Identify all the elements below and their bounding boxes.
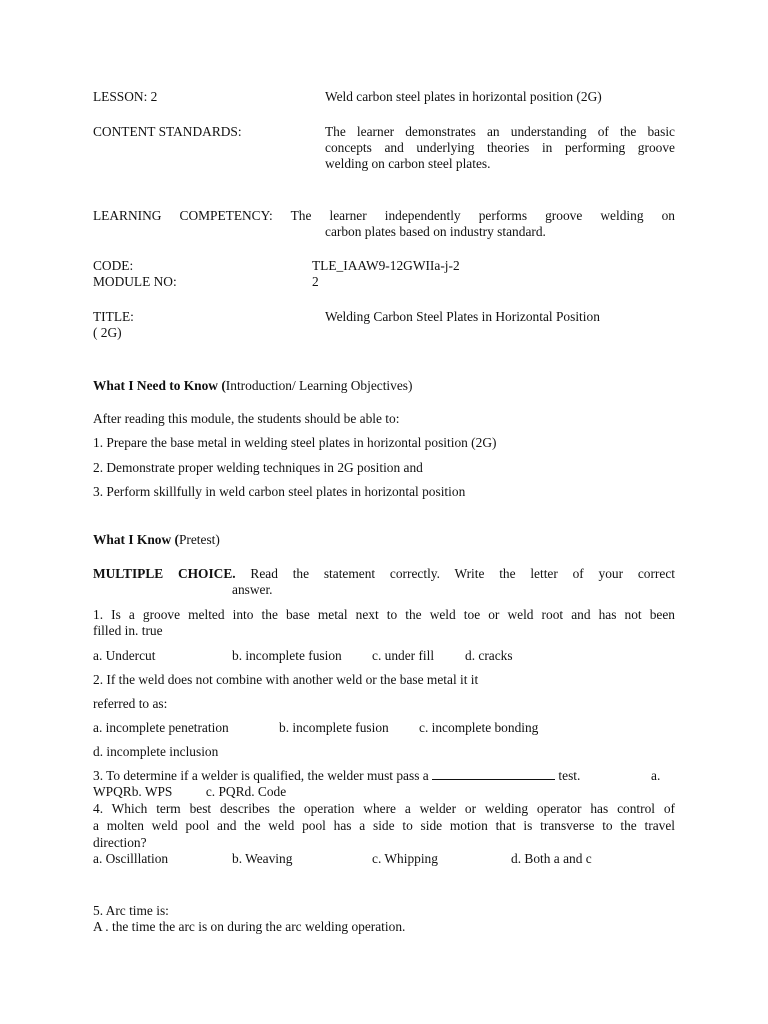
question-1-option-c: c. under fill xyxy=(372,648,435,663)
content-standards-label: CONTENT STANDARDS: xyxy=(93,124,242,139)
question-1-option-d: d. cracks xyxy=(465,648,513,663)
question-2-line-2: referred to as: xyxy=(93,696,168,711)
what-i-know-heading-rest: Pretest) xyxy=(178,532,220,547)
code-value: TLE_IAAW9-12GWIIa-j-2 xyxy=(312,258,460,273)
question-3-option-a: a. xyxy=(651,768,661,783)
content-standards-line-1: The learner demonstrates an understanding of the basic xyxy=(325,124,675,139)
title-continuation: ( 2G) xyxy=(93,325,122,340)
question-2-option-b: b. incomplete fusion xyxy=(279,720,389,735)
content-standards-line-3: welding on carbon steel plates. xyxy=(325,156,491,171)
objective-item: 3. Perform skillfully in weld carbon steel plates in horizontal position xyxy=(93,484,466,499)
learning-competency-line-1: LEARNING COMPETENCY: The learner independently performs groove welding on xyxy=(93,208,675,223)
question-2-option-a: a. incomplete penetration xyxy=(93,720,229,735)
question-1-option-b: b. incomplete fusion xyxy=(232,648,342,663)
question-3-line-1 xyxy=(93,768,580,784)
objectives-intro: After reading this module, the students should be able to: xyxy=(93,411,400,426)
question-2-line-1: 2. If the weld does not combine with another weld or the base metal it it xyxy=(93,672,479,687)
learning-competency-line-2: carbon plates based on industry standard. xyxy=(325,224,546,239)
question-3-options: WPQRb. WPS c. PQRd. Code xyxy=(93,784,287,799)
question-2-option-c: c. incomplete bonding xyxy=(419,720,539,735)
question-4-option-a: a. Oscilllation xyxy=(93,851,169,866)
answer-blank xyxy=(432,768,555,780)
objective-item: 2. Demonstrate proper welding techniques in 2G position and xyxy=(93,460,423,475)
question-4-line-3: direction? xyxy=(93,835,147,850)
question-5-line-1: 5. Arc time is: xyxy=(93,903,169,918)
code-label: CODE: xyxy=(93,258,134,273)
question-4-line-1: 4. Which term best describes the operation where a welder or welding operator has control of xyxy=(93,801,675,816)
need-to-know-heading xyxy=(93,378,412,394)
lesson-label: LESSON: 2 xyxy=(93,89,158,104)
question-4-option-d: d. Both a and c xyxy=(511,851,592,866)
question-3-text: 3. To determine if a welder is qualified, the welder must pass a xyxy=(93,768,429,783)
what-i-know-heading xyxy=(93,532,220,548)
question-2-option-d: d. incomplete inclusion xyxy=(93,744,219,759)
module-value: 2 xyxy=(312,274,319,289)
need-to-know-heading-bold: What I Need to Know ( xyxy=(93,378,226,393)
question-1-line-1: 1. Is a groove melted into the base metal next to the weld toe or weld root and has not been xyxy=(93,607,675,622)
question-5-option-a: A . the time the arc is on during the arc welding operation. xyxy=(93,919,406,934)
need-to-know-heading-rest: Introduction/ Learning Objectives) xyxy=(225,378,413,393)
title-value: Welding Carbon Steel Plates in Horizontal Position xyxy=(325,309,600,324)
lesson-value: Weld carbon steel plates in horizontal position (2G) xyxy=(325,89,602,104)
question-1-option-a: a. Undercut xyxy=(93,648,156,663)
question-3-text-end: test. xyxy=(555,768,581,783)
question-1-line-2: filled in. true xyxy=(93,623,163,638)
what-i-know-heading-bold: What I Know ( xyxy=(93,532,179,547)
question-4-option-b: b. Weaving xyxy=(232,851,293,866)
question-4-line-2: a molten weld pool and the weld pool has a side to side motion that is transverse to the travel xyxy=(93,818,675,833)
objective-item: 1. Prepare the base metal in welding steel plates in horizontal position (2G) xyxy=(93,435,497,450)
multiple-choice-text-cont: answer. xyxy=(232,582,273,597)
module-label: MODULE NO: xyxy=(93,274,177,289)
multiple-choice-instructions xyxy=(93,566,675,582)
content-standards-line-2: concepts and underlying theories in performing groove xyxy=(325,140,675,155)
multiple-choice-label: MULTIPLE CHOICE. xyxy=(93,566,236,581)
title-label: TITLE: xyxy=(93,309,134,324)
multiple-choice-text: Read the statement correctly. Write the letter of your correct xyxy=(235,566,675,581)
content-standards-value xyxy=(325,124,675,172)
question-4-option-c: c. Whipping xyxy=(372,851,438,866)
